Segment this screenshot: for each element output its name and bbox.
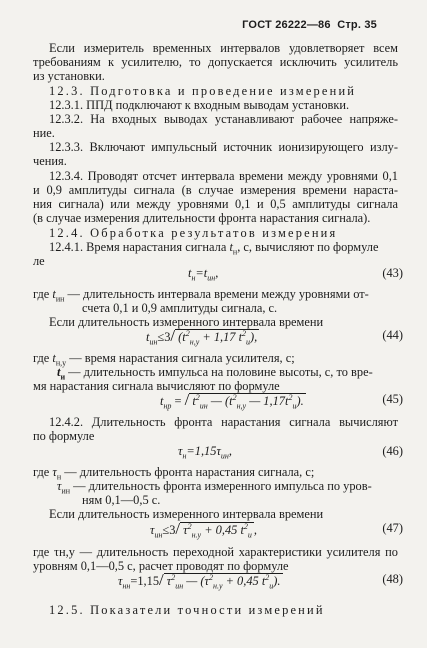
paragraph-line: 12.3.2. На входных выводах устанавливают рабочее напряже-: [49, 112, 398, 126]
where-clause: где $t_{ин}$ — длительность интервала времени между уровнями от-: [33, 287, 369, 304]
page-header: [242, 19, 377, 31]
paragraph-line: 12.4.1. Время нарастания сигнала $t_н$, с, вычисляют по формуле: [49, 240, 379, 257]
paragraph-line: Если длительность измеренного интервала времени: [49, 507, 324, 521]
section-heading: 12.4. Обработка результатов измерения: [49, 226, 338, 240]
paragraph-line: и 0,9 амплитуды сигнала (в случае измерения времени нараста-: [33, 183, 398, 197]
section-heading: 12.3. Подготовка и проведение измерений: [49, 84, 357, 98]
where-clause: счета 0,1 и 0,9 амплитуды сигнала, с.: [82, 301, 278, 315]
where-clause: $\tau_{ин}$ — длительность фронта измеренного импульса по уров-: [57, 479, 372, 496]
paragraph-line: ния сигнала) или между уровнями 0,1 и 0,5 амплитуды сигнала: [33, 197, 398, 211]
equation-number: (45): [382, 392, 403, 406]
equation-number: (44): [382, 328, 403, 342]
page-number: Стр. 35: [337, 19, 377, 31]
paragraph-line: мя нарастания сигнала вычисляют по формуле: [33, 379, 280, 393]
paragraph-line: Если измеритель временных интервалов удовлетворяет всем: [49, 41, 398, 55]
where-clause: где $t_{н,у}$ — время нарастания сигнала усилителя, с;: [33, 351, 295, 368]
formula-45: $t_{нр}$ = / $t^2_{ин}$ — ($t^2_{н,у}$ — $1,17t^2_и$).: [160, 390, 304, 411]
paragraph-line: ние.: [33, 126, 55, 140]
formula-48: $\tau_{нн}=1,15/$ $\tau^2_{ин}$ — ($\tau^2_{н.у} + 0,45$ $t^2_и$).: [118, 570, 281, 591]
paragraph-line: по формуле: [33, 429, 95, 443]
standard-code: ГОСТ 26222—86: [242, 19, 331, 31]
formula-47: $\tau_{ин}\le 3/$ $\tau^2_{н.у} + 0,45$ $t^2_и$ ,: [150, 519, 257, 540]
paragraph-line: ле: [33, 254, 45, 268]
paragraph-line: чения.: [33, 154, 67, 168]
paragraph-line: (в случае измерения длительности фронта нарастания сигнала).: [33, 211, 371, 225]
paragraph-line: Если длительность измеренного интервала времени: [49, 315, 324, 329]
formula-46: $\tau_н=1,15\tau_{ин}$,: [178, 444, 232, 461]
formula-43: $t_н=t_{ин}$,: [188, 266, 219, 283]
equation-number: (48): [382, 572, 403, 586]
paragraph-line: 12.4.2. Длительность фронта нарастания сигнала вычисляют: [49, 415, 398, 429]
formula-44: $t_{ин}\le 3/$ ($t^2_{н,у} + 1,17$ $t^2_и$),: [146, 326, 258, 347]
where-clause: где $\tau_н$ — длительность фронта нарастания сигнала, с;: [33, 465, 315, 482]
paragraph-line: требованиям к усилителю, то допускается исключить усилитель: [33, 55, 398, 69]
where-clause: где τн,у — длительность переходной характеристики усилителя по: [33, 545, 398, 559]
paragraph-line: из установки.: [33, 69, 105, 83]
where-clause: $t_и$ — длительность импульса на половине высоты, с, то вре-: [57, 365, 373, 382]
paragraph-line: 12.3.4. Проводят отсчет интервала времени между уровнями 0,1: [49, 169, 398, 183]
where-clause: уровням 0,1—0,5 с, расчет проводят по формуле: [33, 559, 289, 573]
section-heading: 12.5. Показатели точности измерений: [49, 603, 325, 617]
where-clause: ням 0,1—0,5 с.: [82, 493, 161, 507]
paragraph-line: 12.3.3. Включают импульсный источник ионизирующего излу-: [49, 140, 398, 154]
paragraph-line: 12.3.1. ППД подключают к входным выводам установки.: [49, 98, 350, 112]
equation-number: (43): [382, 266, 403, 280]
equation-number: (46): [382, 444, 403, 458]
equation-number: (47): [382, 521, 403, 535]
